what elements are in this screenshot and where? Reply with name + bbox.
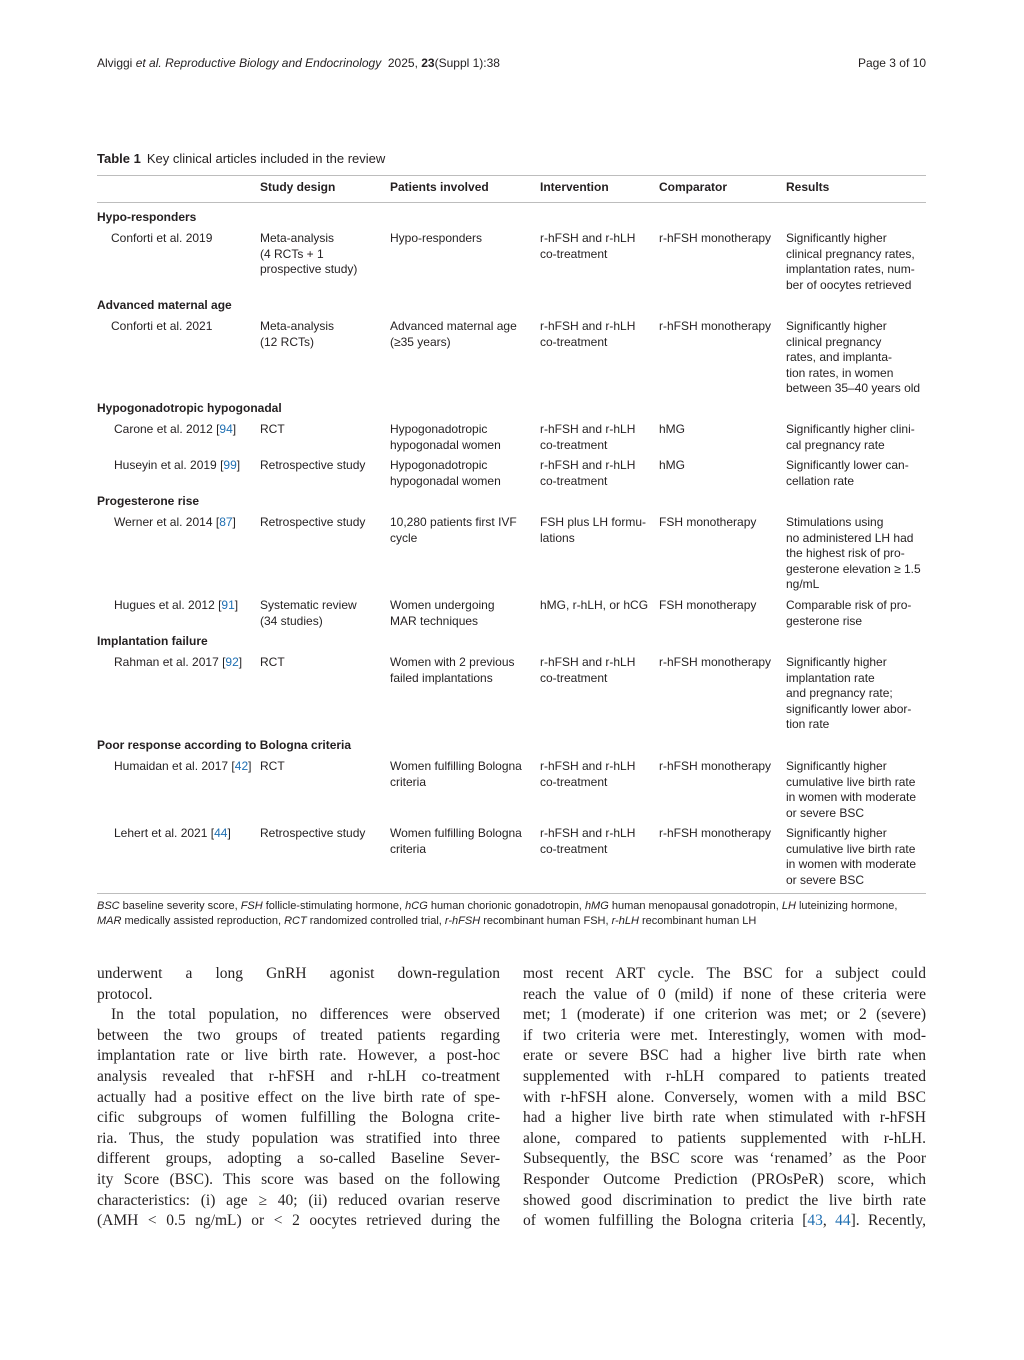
cell-line: Significantly higher [786,759,887,773]
cell-line: (4 RCTs + 1 [260,246,324,261]
group-title: Progesterone rise [97,494,200,508]
cell-line: Significantly higher [786,655,887,669]
body-column-right [523,964,926,1232]
text-line: implantation rate or live birth rate. However, a post-hoc [97,1047,500,1065]
cell-line: (≥35 years) [390,334,451,349]
intervention-cell [540,655,635,686]
comparator-cell [659,422,685,438]
cell-line: criteria [390,774,427,789]
cell-line: hMG [659,458,686,472]
table-rule-top [97,175,926,176]
abbreviation-definition: recombinant human LH [638,915,757,927]
cell-line: in women with moderate [786,857,917,871]
abbreviation: r-hFSH [444,915,481,927]
intervention-cell [540,515,646,546]
table-footnote [97,899,926,929]
design-cell [260,598,357,629]
abbreviation: hMG [584,900,609,912]
intervention-cell [540,826,635,857]
cell-line: tion rates, in women [786,365,894,380]
cell-line: hMG [659,422,686,436]
text-fragment: ]. Recently, [850,1212,927,1230]
patients-cell [390,515,517,546]
study-name: Hugues et al. 2012 [114,598,219,612]
column-header: Results [786,180,830,194]
study-name: Humaidan et al. 2017 [114,759,232,773]
cell-line: r-hFSH and r-hLH [540,458,636,472]
column-header: Comparator [659,180,728,194]
cell-line: cumulative live birth rate [786,841,916,856]
comparator-cell [659,515,756,531]
intervention-cell [540,458,635,489]
text-line [523,1211,926,1232]
abbreviation: MAR [97,915,122,927]
cell-line: the highest risk of pro- [786,546,905,560]
design-cell [260,319,334,350]
cell-line: and pregnancy rate; [786,686,893,700]
results-cell [786,655,911,733]
design-cell [260,826,365,842]
body-column-left [97,964,500,1232]
text-line: met; 1 (moderate) if one criterion was met; or 2 (severe) [523,1006,926,1024]
table-label: Table 1 [97,151,141,166]
study-name: Werner et al. 2014 [114,515,216,529]
cell-line: Meta-analysis [260,319,335,333]
study-name: Conforti et al. 2019 [111,231,213,245]
text-line: cific subgroups of women fulfilling the Bologna crite- [97,1109,500,1127]
intervention-cell [540,422,635,453]
cell-line: hypogonadal women [390,473,501,488]
text-line: Subsequently, the BSC score was ‘renamed’ as the Poor [523,1150,926,1168]
cell-line: r-hFSH monotherapy [659,319,772,333]
results-cell [786,319,920,397]
abbreviation-definition: recombinant human FSH, [480,915,612,927]
text-line: different groups, adopting a so-called Baseline Sever- [97,1150,500,1168]
intervention-cell [540,759,635,790]
cell-line: co-treatment [540,473,608,488]
cell-line: r-hFSH monotherapy [659,826,772,840]
abbreviation-definition: baseline severity score, [119,900,241,912]
cell-line: co-treatment [540,437,608,452]
comparator-cell [659,458,685,474]
running-header [97,56,926,74]
abbreviation: LH [781,900,796,912]
cell-line: cycle [390,530,418,545]
results-cell [786,826,916,888]
text-line: characteristics: (i) age ≥ 40; (ii) reduced ovarian reserve [97,1191,500,1209]
design-cell [260,655,285,671]
text-line: between the two groups of treated patients regarding [97,1026,500,1044]
cell-line: r-hFSH and r-hLH [540,422,636,436]
cell-line: significantly lower abor- [786,701,912,716]
comparator-cell [659,655,771,671]
study-cell: Lehert et al. 2021 [44] [114,826,231,840]
comparator-cell [659,826,771,842]
design-cell [260,422,285,438]
cell-line: gesterone elevation ≥ 1.5 [786,561,921,576]
reference-link: 91 [221,598,235,612]
cell-line: rates, and implanta- [786,350,893,364]
text-line: showed good discrimination to predict the live birth rate [523,1191,926,1209]
text-line: reach the value of 0 (mild) if none of these criteria were [523,985,926,1003]
cell-line: r-hFSH and r-hLH [540,319,636,333]
text-line: actually had a positive effect on the live birth rate of spe- [97,1088,500,1106]
cell-line: cal pregnancy rate [786,437,885,452]
text-line: underwent a long GnRH agonist down-regulation [97,965,500,982]
table-rule-header [97,202,926,203]
text-line: ity Score (BSC). This score was based on the following [97,1170,500,1188]
abbreviation-definition: medically assisted reproduction, [121,915,285,927]
study-name: Rahman et al. 2017 [114,655,223,669]
comparator-cell [659,319,771,335]
cell-line: Comparable risk of pro- [786,598,912,612]
text-line: Responder Outcome Prediction (PROsPeR) score, which [523,1170,926,1188]
study-cell: Carone et al. 2012 [94] [114,422,237,436]
cell-line: clinical pregnancy rates, [786,246,915,261]
cell-line: FSH monotherapy [659,515,757,529]
cell-line: ng/mL [786,577,820,591]
reference-link: 87 [219,515,233,529]
intervention-cell [540,598,648,614]
study-cell: Rahman et al. 2017 [92] [114,655,243,669]
abbreviation: BSC [97,900,120,912]
cell-line: Stimulations using [786,515,884,529]
cell-line: cumulative live birth rate [786,774,916,789]
cell-line: Significantly higher clini- [786,422,915,436]
text-line: if two criteria were met. Interestingly, women with mod- [523,1026,926,1044]
cell-line: Women fulfilling Bologna [390,826,522,840]
reference-link: 92 [225,655,239,669]
cell-line: or severe BSC [786,872,865,887]
text-line: protocol. [97,985,153,1003]
text-line: In the total population, no differences were observed [111,1006,500,1024]
study-cell: Huseyin et al. 2019 [99] [114,458,241,472]
cell-line: hMG, r-hLH, or hCG [540,598,649,612]
comparator-cell [659,231,771,247]
table-caption [97,151,385,166]
abbreviation-definition: follicle-stimulating hormone, [262,900,406,912]
study-name: Lehert et al. 2021 [114,826,211,840]
group-title: Poor response according to Bologna criteria [97,738,352,752]
patients-cell [390,759,522,790]
cell-line: (34 studies) [260,613,323,628]
cell-line: clinical pregnancy [786,334,882,349]
abbreviation-definition: human chorionic gonadotropin, [427,900,585,912]
cell-line: (12 RCTs) [260,334,315,349]
group-title: Hypogonadotropic hypogonadal [97,401,282,415]
patients-cell [390,231,482,247]
column-header: Study design [260,180,336,194]
study-cell: Werner et al. 2014 [87] [114,515,236,529]
abbreviation-definition: luteinizing hormone, [795,900,898,912]
text-line: with r-hFSH alone. Conversely, women with a mild BSC [523,1088,926,1106]
cell-line: Significantly higher [786,826,887,840]
study-cell [111,319,212,335]
cell-line: co-treatment [540,841,608,856]
cell-line: Hypogonadotropic [390,422,488,436]
table-rule-bottom [97,893,926,894]
text-fragment: , [822,1212,836,1230]
text-line: ria. Thus, the study population was stratified into three [97,1129,500,1147]
results-cell [786,515,921,593]
reference-link: 44 [835,1212,851,1230]
abbreviation: RCT [284,915,307,927]
cell-line: Hypogonadotropic [390,458,488,472]
cell-line: Significantly higher [786,319,887,333]
design-cell [260,759,285,775]
cell-line: in women with moderate [786,790,917,804]
column-header: Intervention [540,180,609,194]
cell-line: RCT [260,422,285,436]
cell-line: co-treatment [540,670,608,685]
cell-line: Significantly lower can- [786,458,909,472]
cell-line: Women undergoing [390,598,495,612]
text-line: analysis revealed that r-hFSH and r-hLH co-treatment [97,1067,500,1085]
text-line: (AMH < 0.5 ng/mL) or < 2 oocytes retrieved during the [97,1212,500,1230]
study-cell: Humaidan et al. 2017 [42] [114,759,252,773]
abbreviation: hCG [405,900,428,912]
text-line: erate or severe BSC had a higher live birth rate when [523,1047,926,1065]
comparator-cell [659,759,771,775]
comparator-cell [659,598,756,614]
patients-cell [390,422,501,453]
results-cell [786,422,915,453]
group-title: Hypo-responders [97,210,197,224]
cell-line: co-treatment [540,246,608,261]
cell-line: tion rate [786,717,830,731]
abbreviation-definition: human menopausal gonadotropin, [608,900,782,912]
results-cell [786,231,915,293]
group-title: Advanced maternal age [97,298,232,312]
study-cell [111,231,212,247]
cell-line: Hypo-responders [390,231,483,245]
cell-line: RCT [260,655,285,669]
cell-line: Advanced maternal age [390,319,517,333]
cell-line: no administered LH had [786,530,914,545]
group-title: Implantation failure [97,634,208,648]
results-cell [786,598,911,629]
cell-line: r-hFSH and r-hLH [540,759,636,773]
page-number: Page 3 of 10 [857,56,926,70]
cell-line: implantation rates, num- [786,262,915,276]
cell-line: ber of oocytes retrieved [786,277,912,292]
cell-line: Women fulfilling Bologna [390,759,522,773]
reference-link: 94 [219,422,233,436]
patients-cell [390,655,515,686]
cell-line: r-hFSH monotherapy [659,759,772,773]
patients-cell [390,826,522,857]
cell-line: Systematic review [260,598,357,612]
cell-line: failed implantations [390,670,493,685]
citation-line: Alviggi et al. Reproductive Biology and Endocrinology 2025, 23(Suppl 1):38 [97,56,500,70]
text-fragment: of women fulfilling the Bologna criteria [ [523,1212,808,1230]
column-header: Patients involved [390,180,489,194]
cell-line: between 35–40 years old [786,381,921,395]
abbreviation: r-hLH [611,915,639,927]
results-cell [786,759,916,821]
abbreviation: FSH [240,900,263,912]
results-cell [786,458,909,489]
study-name: Carone et al. 2012 [114,422,217,436]
cell-line: lations [540,530,575,545]
patients-cell [390,458,501,489]
patients-cell [390,598,495,629]
cell-line: FSH monotherapy [659,598,757,612]
cell-line: FSH plus LH formu- [540,515,647,529]
cell-line: prospective study) [260,262,358,276]
intervention-cell [540,231,635,262]
cell-line: MAR techniques [390,613,479,628]
cell-line: Retrospective study [260,458,366,472]
design-cell [260,231,357,278]
study-name: Conforti et al. 2021 [111,319,213,333]
reference-link: 44 [214,826,228,840]
reference-link: 99 [223,458,237,472]
cell-line: or severe BSC [786,805,865,820]
cell-line: Retrospective study [260,515,366,529]
cell-line: r-hFSH and r-hLH [540,231,636,245]
reference-link: 42 [234,759,249,773]
cell-line: r-hFSH and r-hLH [540,655,636,669]
study-cell: Hugues et al. 2012 [91] [114,598,239,612]
patients-cell [390,319,517,350]
cell-line: implantation rate [786,670,875,685]
cell-line: co-treatment [540,774,608,789]
design-cell [260,458,365,474]
cell-line: criteria [390,841,427,856]
text-line: most recent ART cycle. The BSC for a subject could [523,965,926,982]
cell-line: co-treatment [540,334,608,349]
study-name: Huseyin et al. 2019 [114,458,221,472]
intervention-cell [540,319,635,350]
table-title: Key clinical articles included in the review [146,151,386,166]
cell-line: Significantly higher [786,231,887,245]
design-cell [260,515,365,531]
cell-line: Women with 2 previous [390,655,515,669]
cell-line: hypogonadal women [390,437,501,452]
text-line: alone, compared to patients supplemented with r-hLH. [523,1129,926,1147]
cell-line: r-hFSH and r-hLH [540,826,636,840]
reference-link: 43 [807,1212,823,1230]
text-line: had a higher live birth rate when stimulated with r-hFSH [523,1109,926,1127]
text-line: supplemented with r-hLH compared to patients treated [523,1067,926,1085]
abbreviation-definition: randomized controlled trial, [306,915,445,927]
cell-line: Meta-analysis [260,231,335,245]
cell-line: Retrospective study [260,826,366,840]
cell-line: RCT [260,759,285,773]
cell-line: 10,280 patients first IVF [390,515,517,529]
cell-line: cellation rate [786,473,855,488]
cell-line: gesterone rise [786,613,863,628]
cell-line: r-hFSH monotherapy [659,655,772,669]
cell-line: r-hFSH monotherapy [659,231,772,245]
